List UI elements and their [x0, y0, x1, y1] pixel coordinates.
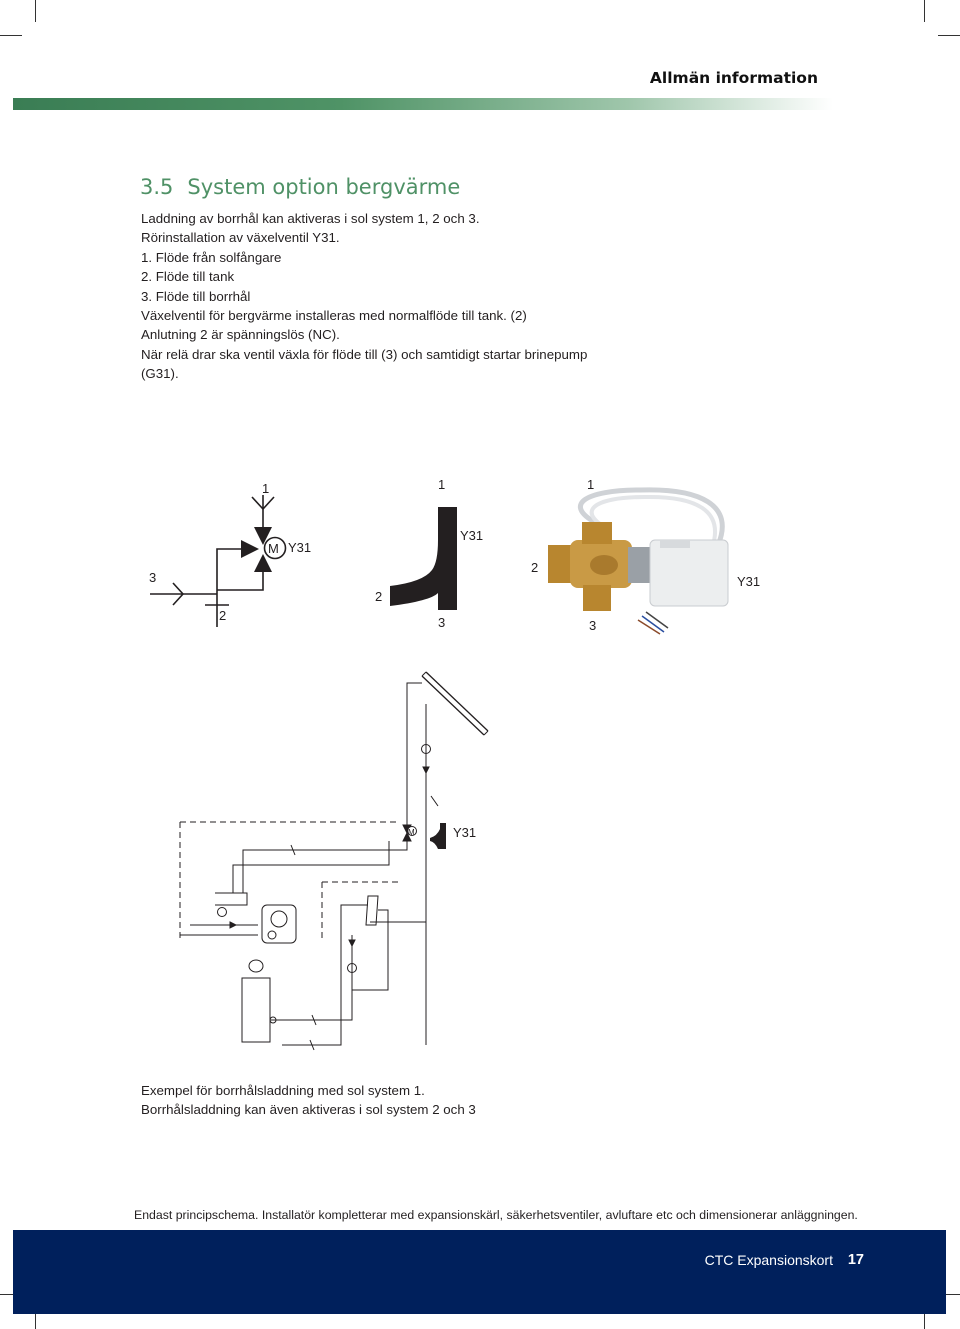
page-number: 17 — [847, 1252, 864, 1268]
intro-line: Rörinstallation av växelventil Y31. — [141, 230, 340, 246]
photo-port1-label: 1 — [587, 477, 595, 492]
figure-caption — [141, 1081, 476, 1120]
caption-line: Borrhålsladdning kan även aktiveras i sol system 2 och 3 — [141, 1102, 476, 1118]
valve-photo-figure — [531, 477, 760, 634]
intro-line: 3. Flöde till borrhål — [141, 288, 251, 304]
symbol-port2-label: 2 — [219, 608, 227, 623]
intro-line: 2. Flöde till tank — [141, 269, 235, 285]
photo-port2-label: 2 — [531, 560, 539, 575]
symbol-motor-label: M — [268, 541, 279, 556]
footnote: Endast principschema. Installatör kompletterar med expansionskärl, säkerhetsventiler, avluftare etc och dimensionerar anläggningen. — [134, 1208, 858, 1222]
intro-line: Växelventil för bergvärme installeras med normalflöde till tank. (2) — [141, 308, 527, 324]
footer-product-name: CTC Expansionskort — [704, 1252, 833, 1268]
system-diagram — [180, 672, 488, 1050]
symbol-y31-label: Y31 — [288, 540, 312, 555]
pipe-y31-label: Y31 — [460, 528, 484, 543]
intro-line: (G31). — [141, 366, 179, 382]
photo-y31-label: Y31 — [737, 574, 761, 589]
intro-line: När relä drar ska ventil växla för flöde till (3) och samtidigt startar brinepump — [141, 346, 588, 362]
photo-port3-label: 3 — [589, 618, 597, 633]
intro-line: 1. Flöde från solfångare — [141, 249, 282, 265]
intro-line: Laddning av borrhål kan aktiveras i sol system 1, 2 och 3. — [141, 211, 480, 226]
valve-pipe-figure — [375, 477, 483, 630]
symbol-port1-label: 1 — [262, 481, 270, 496]
system-motor-label: M — [408, 828, 415, 837]
footer-bar — [13, 1230, 946, 1314]
section-title-text: System option bergvärme — [187, 175, 461, 199]
section-number: 3.5 — [140, 175, 174, 199]
intro-line: Anlutning 2 är spänningslös (NC). — [141, 327, 340, 343]
system-y31-label: Y31 — [453, 825, 477, 840]
valve-symbol-figure — [149, 481, 311, 627]
caption-line: Exempel för borrhålsladdning med sol system 1. — [141, 1083, 425, 1098]
pipe-port1-label: 1 — [438, 477, 446, 492]
running-header: Allmän information — [649, 69, 818, 87]
pipe-port3-label: 3 — [438, 615, 446, 630]
pipe-port2-label: 2 — [375, 589, 383, 604]
symbol-port3-label: 3 — [149, 570, 157, 585]
